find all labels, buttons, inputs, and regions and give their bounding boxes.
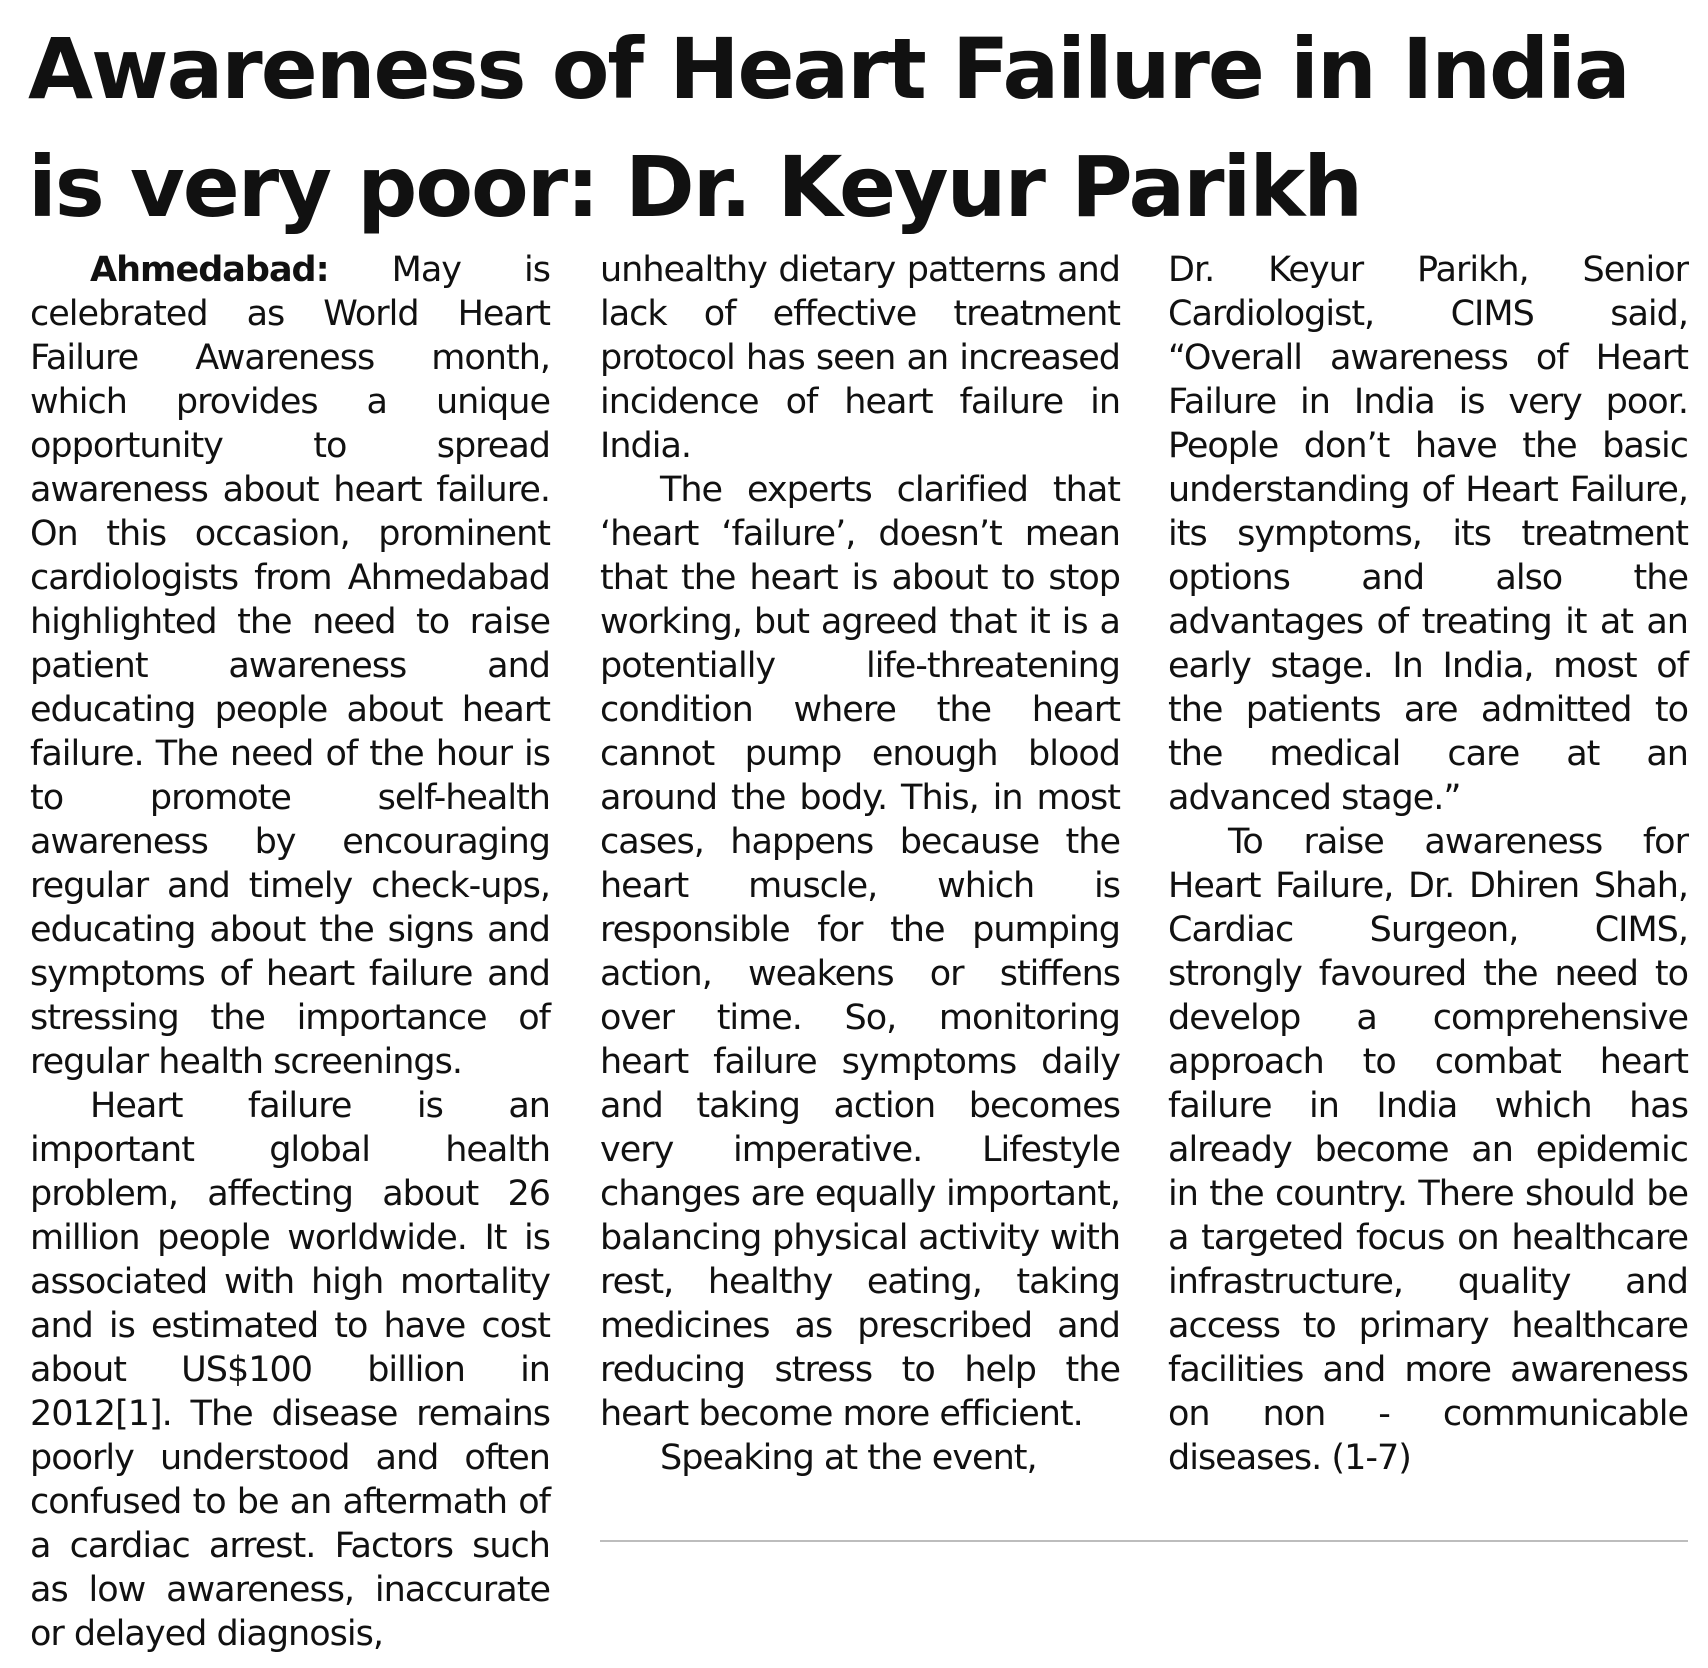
body-paragraph: Speaking at the event, bbox=[660, 1438, 1037, 1478]
body-paragraph: Heart failure is an important global health problem, affecting about 26 million people worldwide. It is associated with high mortality and is estimated to have cost about US$100 billion in 2012[1]. The disease remains poorly understood and often confused to be an aftermath of a cardiac arrest. Factors such as low awareness, inaccurate or delayed diagnosis, bbox=[30, 1086, 550, 1654]
article-column-1 bbox=[30, 248, 550, 1656]
article-column-3 bbox=[1168, 248, 1688, 1480]
headline-line-2: is very poor: Dr. Keyur Parikh bbox=[28, 138, 1362, 236]
body-paragraph: Dr. Keyur Parikh, Senior Cardiologist, CIMS said, “Overall awareness of Heart Failure in India is very poor. People don’t have the basic understanding of Heart Failure, its symptoms, its treatment options and also the advantages of treating it at an early stage. In India, most of the patients are admitted to the medical care at an advanced stage.” bbox=[1168, 250, 1688, 818]
paragraph-text: May is celebrated as World Heart Failure Awareness month, which provides a unique opportunity to spread awareness about heart failure. On this occasion, prominent cardiologists from Ahmedabad highlighted the need to raise patient awareness and educating people about heart failure. The need of the hour is to promote self-health awareness by encouraging regular and timely check-ups, educating about the signs and symptoms of heart failure and stressing the importance of regular health screenings. bbox=[30, 250, 550, 1082]
body-paragraph: To raise awareness for Heart Failure, Dr. Dhiren Shah, Cardiac Surgeon, CIMS, strongly favoured the need to develop a comprehensive approach to combat heart failure in India which has already become an epidemic in the country. There should be a targeted focus on healthcare infrastructure, quality and access to primary healthcare facilities and more awareness on non - communicable diseases. (1-7) bbox=[1168, 822, 1688, 1478]
body-paragraph: unhealthy dietary patterns and lack of effective treatment protocol has seen an increased incidence of heart failure in India. bbox=[600, 250, 1120, 466]
body-paragraph: The experts clarified that ‘heart ‘failure’, doesn’t mean that the heart is about to stop working, but agreed that it is a potentially life-threatening condition where the heart cannot pump enough blood around the body. This, in most cases, happens because the heart muscle, which is responsible for the pumping action, weakens or stiffens over time. So, monitoring heart failure symptoms daily and taking action becomes very imperative. Lifestyle changes are equally important, balancing physical activity with rest, healthy eating, taking medicines as prescribed and reducing stress to help the heart become more efficient. bbox=[600, 470, 1120, 1434]
article-headline bbox=[28, 10, 1688, 246]
body-paragraph bbox=[30, 248, 550, 1084]
article-column-2 bbox=[600, 248, 1120, 1480]
dateline: Ahmedabad: bbox=[90, 250, 329, 290]
article-end-rule bbox=[600, 1540, 1688, 1542]
headline-line-1: Awareness of Heart Failure in India bbox=[28, 20, 1629, 118]
